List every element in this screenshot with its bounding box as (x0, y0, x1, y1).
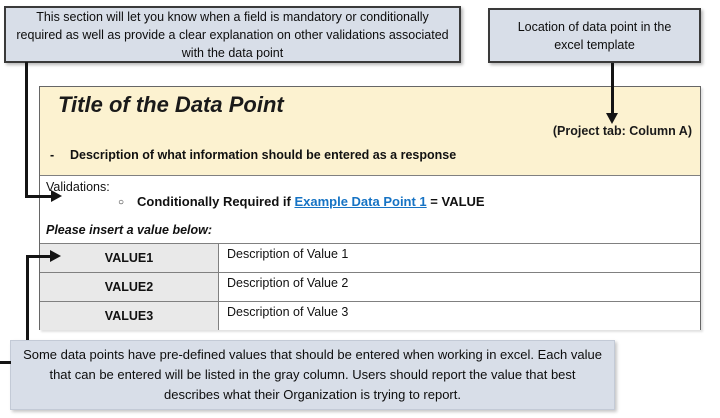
description-text: Description of what information should be entered as a response (70, 148, 457, 162)
insert-value-prompt: Please insert a value below: (46, 223, 213, 237)
validation-explanation-text: This section will let you know when a field is mandatory or conditionally required as well as provide a clear explanation on other validations associated with the data point (16, 9, 449, 60)
arrow-right-icon (51, 190, 62, 202)
validation-explanation-callout (4, 6, 461, 63)
connector-line (26, 255, 51, 258)
data-point-document (39, 86, 701, 330)
table-row (40, 301, 700, 330)
table-row (40, 272, 700, 301)
table-row (40, 243, 700, 272)
connector-line (611, 63, 614, 114)
connector-line (0, 361, 11, 364)
value-description-cell: Description of Value 3 (219, 302, 700, 330)
connector-line (25, 62, 28, 197)
validation-rule-suffix: = VALUE (426, 194, 485, 209)
validation-rule (137, 194, 485, 209)
connector-line (26, 255, 29, 340)
location-callout (488, 8, 701, 63)
validations-label: Validations: (46, 180, 110, 194)
value-description-cell: Description of Value 1 (219, 244, 700, 272)
circle-bullet-icon: ○ (118, 197, 125, 208)
arrow-down-icon (606, 113, 618, 124)
location-callout-text: Location of data point in the excel template (517, 19, 672, 52)
arrow-right-icon (50, 250, 61, 262)
page-title: Title of the Data Point (58, 92, 284, 117)
validation-rule-prefix: Conditionally Required if (137, 194, 295, 209)
document-header (40, 87, 700, 176)
validations-section (40, 176, 700, 243)
value-description-cell: Description of Value 2 (219, 273, 700, 301)
example-data-point-link[interactable]: Example Data Point 1 (294, 194, 427, 209)
value-cell: VALUE2 (40, 273, 219, 301)
excel-location-label: (Project tab: Column A) (552, 124, 692, 138)
description-bullet: - (50, 148, 55, 162)
predefined-values-text: Some data points have pre-defined values that should be entered when working in excel. Each value that can be entered will be listed in the gray column. Users should report the value that best describes what their Organization is trying to report. (23, 347, 602, 402)
connector-line (25, 195, 52, 198)
value-cell: VALUE1 (40, 244, 219, 272)
values-table (40, 243, 700, 330)
predefined-values-callout (10, 340, 615, 410)
value-cell: VALUE3 (40, 302, 219, 330)
